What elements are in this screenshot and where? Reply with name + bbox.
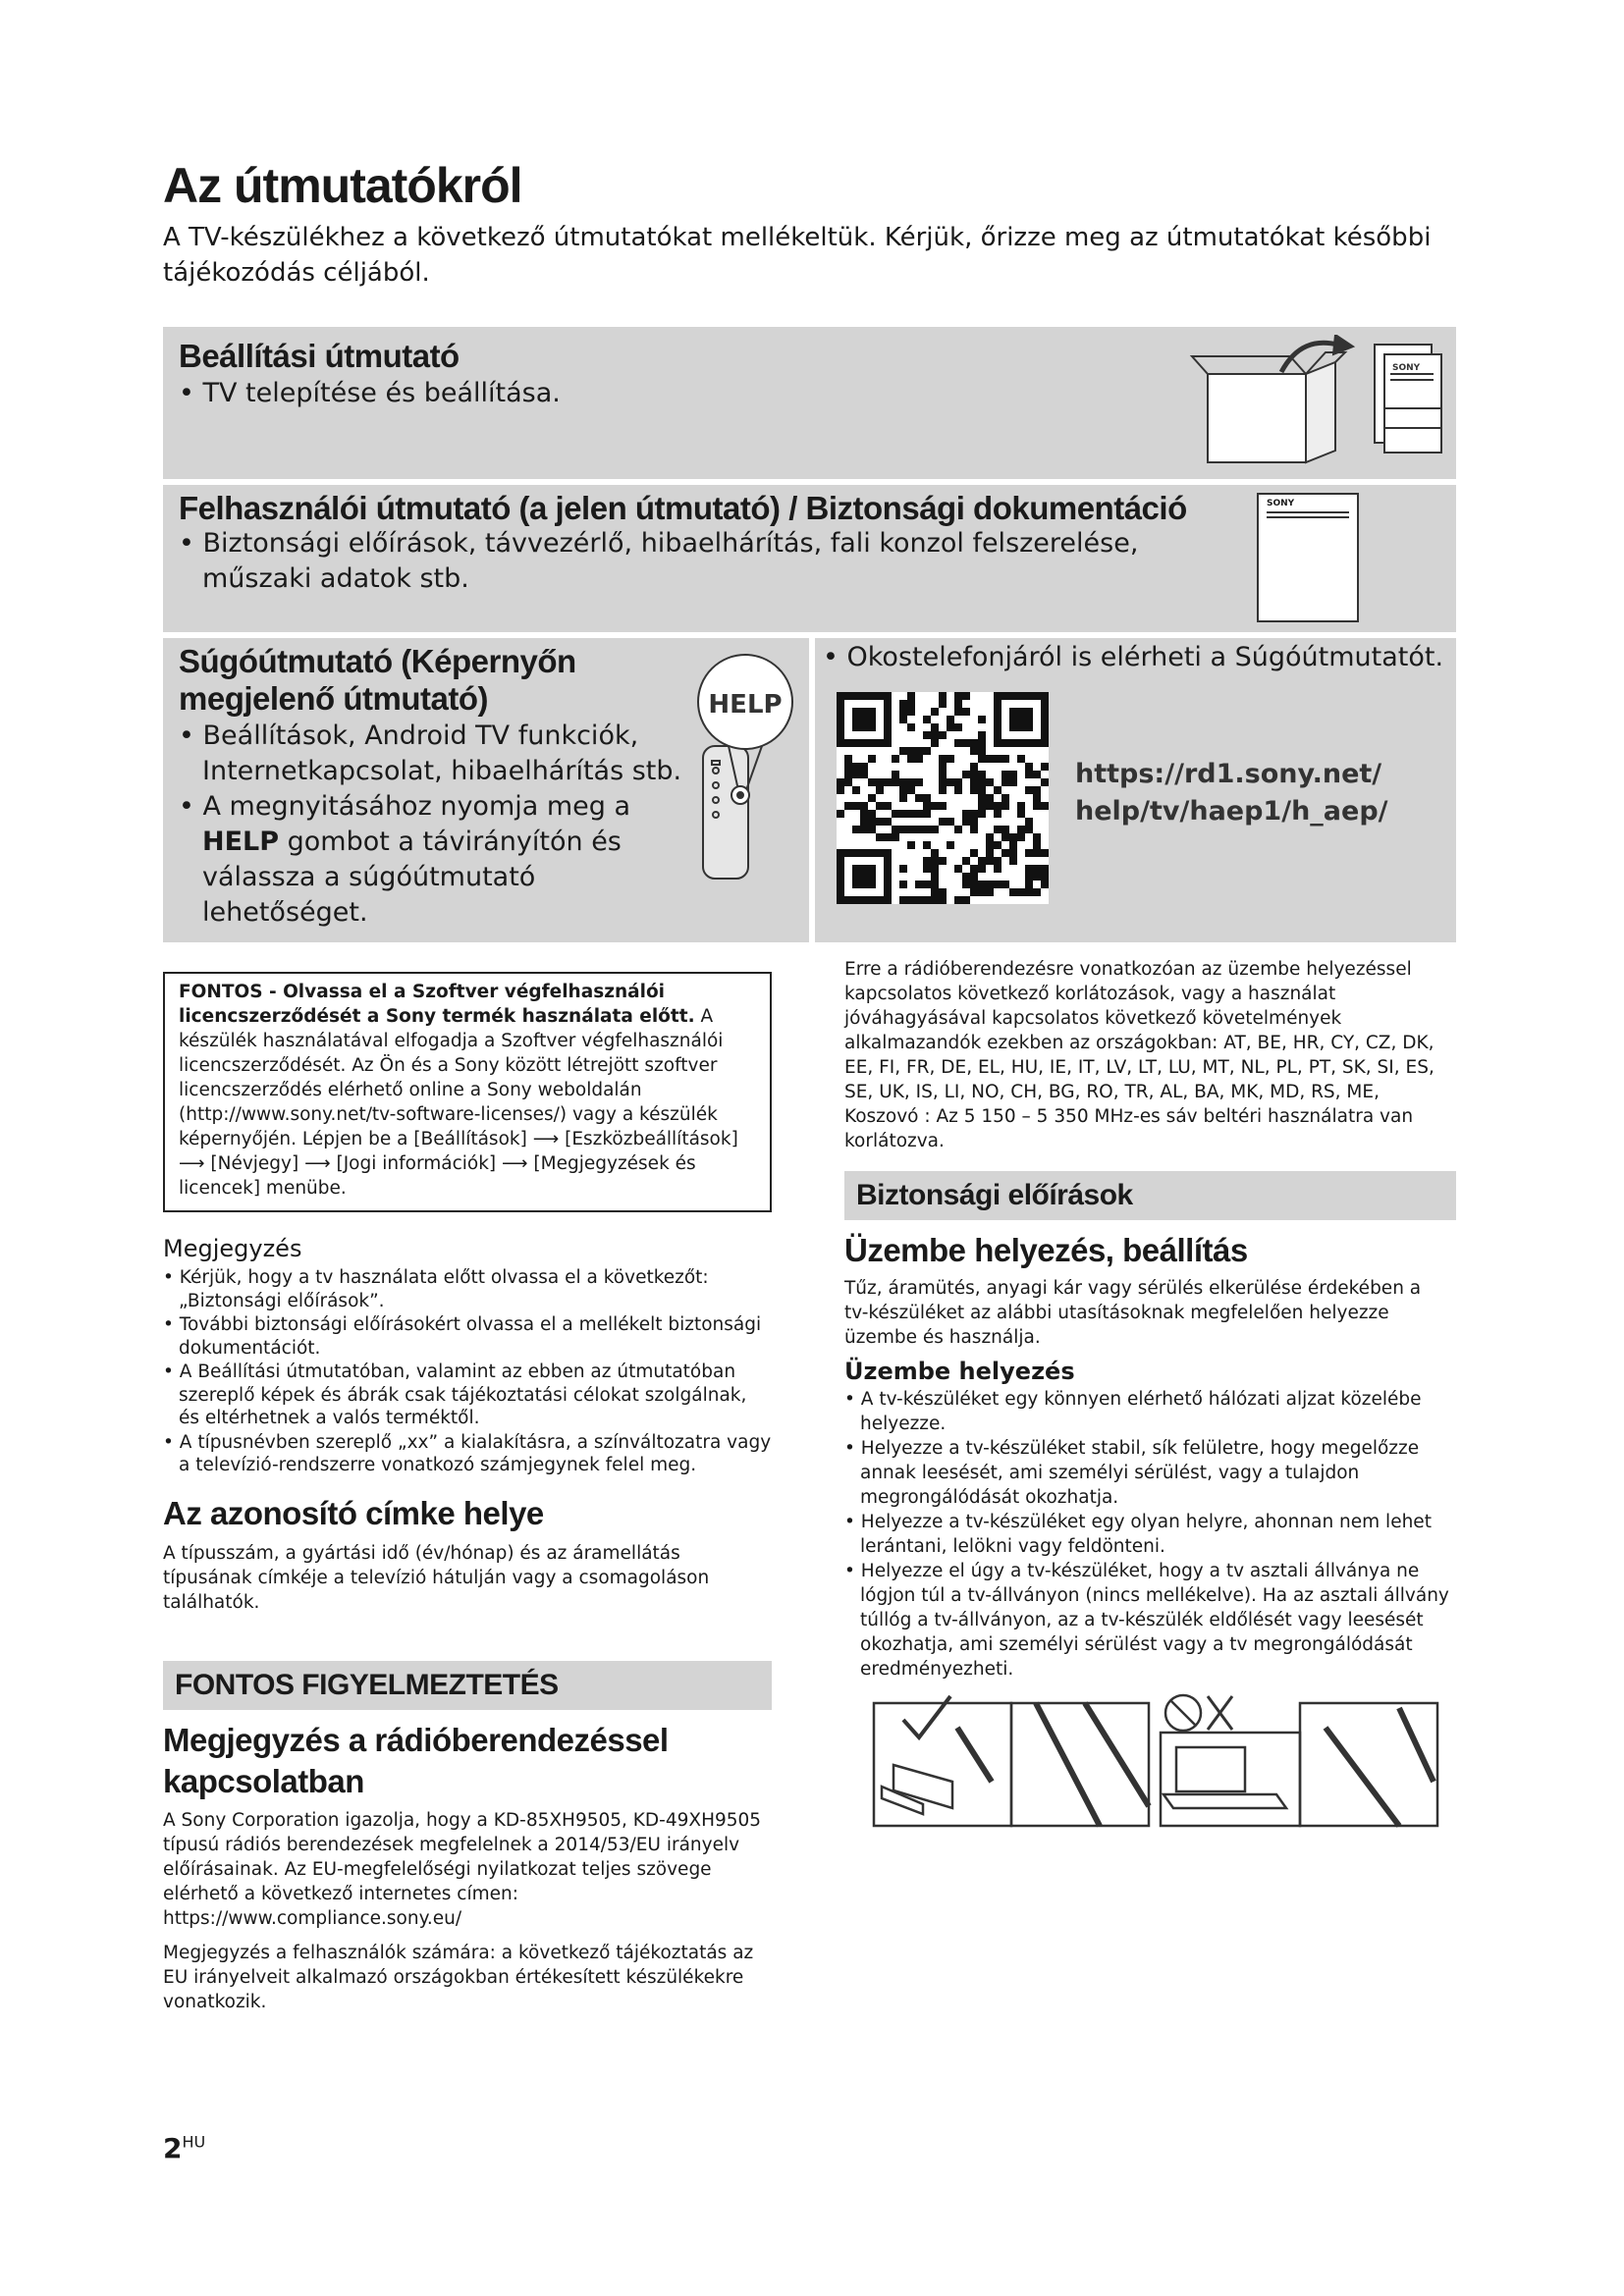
help-guide-heading-2: megjelenő útmutató) (179, 680, 489, 717)
help-bullet-bold: HELP (202, 827, 280, 857)
install-list (844, 1387, 1458, 1682)
help-guide-heading-1: Súgóútmutató (Képernyőn (179, 643, 576, 679)
help-url[interactable] (1075, 756, 1388, 830)
install-item: • A tv-készüléket egy könnyen elérhető hálózati aljzat közelébe helyezze. (844, 1389, 1422, 1434)
setup-doc-brand: SONY (1392, 363, 1421, 373)
notes-list (163, 1266, 772, 1478)
install-item: • Helyezze a tv-készüléket stabil, sík felületre, hogy megelőzze annak leesését, ami személyi sérülést, vagy a tulajdon megrongálódását okozhatja. (844, 1438, 1420, 1508)
smartphone-help-box (815, 638, 1456, 942)
license-bold-text: FONTOS - Olvassa el a Szoftver végfelhasználói licencszerződését a Sony termék használata előtt. (179, 982, 695, 1027)
intro-text: A TV-készülékhez a következő útmutatókat mellékeltük. Kérjük, őrizze meg az útmutatókat későbbi tájékozódás céljából. (163, 223, 1432, 288)
help-guide-bullet-2 (179, 789, 634, 931)
notes-heading: Megjegyzés (163, 1235, 302, 1262)
help-bullet-post: gombot a távirányítón és válassza a súgóútmutató lehetőséget. (202, 827, 622, 928)
safety-heading: Biztonsági előírások (856, 1179, 1133, 1211)
remote-help-button-illustration (691, 648, 799, 883)
note-item: • A típusnévben szereplő „xx” a kialakításra, a színváltozatra vagy a televízió-rendszerre vonatkozó számjegynek felel meg. (163, 1431, 772, 1475)
tv-placement-illustration (864, 1688, 1453, 1836)
user-guide-bullet: • Biztonsági előírások, távvezérlő, hibaelhárítás, fali konzol felszerelése, műszaki adatok stb. (179, 528, 1139, 594)
important-warning-bar (163, 1661, 772, 1710)
setup-guide-box (163, 327, 1456, 479)
page-number-value: 2 (163, 2132, 183, 2164)
install-subheading: Üzembe helyezés (844, 1358, 1075, 1385)
help-guide-bullet-1: • Beállítások, Android TV funkciók, Internetkapcsolat, hibaelhárítás stb. (179, 721, 682, 786)
help-button-label: HELP (708, 690, 783, 720)
user-guide-doc-icon (1257, 493, 1359, 622)
note-item: • Kérjük, hogy a tv használata előtt olvassa el a következőt: „Biztonsági előírások”. (163, 1267, 709, 1311)
radio-restrictions-text: Erre a rádióberendezésre vonatkozóan az üzembe helyezéssel kapcsolatos következő korlátozások, vagy a használat jóváhagyásával kapcsolatos következő követelmények alkalmazandók ezekben az országokban: AT, BE, HR, CY, CZ, DK, EE, FI, FR, DE, EL, HU, IE, IT, LV, LT, LU, MT, NL, PL, PT, SK, SI, ES, SE, UK, IS, LI, NO, CH, BG, RO, TR, AL, BA, MK, MD, RS, ME, Koszovó : Az 5 150 – 5 350 MHz-es sáv beltéri használatra van korlátozva. (844, 959, 1435, 1151)
user-guide-box (163, 485, 1456, 632)
help-url-line-1[interactable]: https://rd1.sony.net/ (1075, 759, 1382, 789)
radio-para-2: Megjegyzés a felhasználók számára: a következő tájékoztatás az EU irányelveit alkalmazó országokban értékesített készülékekre vonatkozik. (163, 1943, 754, 2012)
license-notice-box (163, 972, 772, 1212)
help-guide-box (163, 638, 809, 942)
install-intro-text: Tűz, áramütés, anyagi kár vagy sérülés elkerülése érdekében a tv-készüléket az alábbi utasításoknak megfelelően helyezze üzembe és használja. (844, 1278, 1422, 1348)
radio-note-text (163, 1808, 777, 2014)
user-guide-heading: Felhasználói útmutató (a jelen útmutató) / Biztonsági dokumentáció (179, 490, 1187, 526)
install-heading: Üzembe helyezés, beállítás (844, 1232, 1248, 1268)
qr-code[interactable] (837, 692, 1049, 904)
note-item: • A Beállítási útmutatóban, valamint az ebben az útmutatóban szereplő képek és ábrák csak tájékoztatási célokat szolgálnak, és eltérhetnek a valós terméktől. (163, 1362, 747, 1428)
help-url-line-2[interactable]: help/tv/haep1/h_aep/ (1075, 796, 1388, 827)
page-number (163, 2132, 205, 2164)
license-text: A készülék használatával elfogadja a Szoftver végfelhasználói licencszerződését. Az Ön és a Sony között létrejött szoftver licencszerződés elérhető online a Sony weboldalán (http://www.sony.net/tv-software-licenses/) vagy a készülék képernyőjén. Lépjen be a [Beállítások] ⟶ [Eszközbeállítások] ⟶ [Névjegy] ⟶ [Jogi információk] ⟶ [Megjegyzések és licencek] menübe. (179, 1006, 738, 1199)
smartphone-bullet: • Okostelefonjáról is elérheti a Súgóútmutatót. (823, 642, 1444, 672)
safety-bar (844, 1171, 1456, 1220)
help-bullet-pre: • A megnyitásához nyomja meg a (179, 791, 631, 822)
id-label-heading: Az azonosító címke helye (163, 1495, 544, 1531)
install-item: • Helyezze a tv-készüléket egy olyan helyre, ahonnan nem lehet lerántani, lelökni vagy feldönteni. (844, 1512, 1432, 1557)
setup-guide-bullet: • TV telepítése és beállítása. (179, 378, 561, 408)
radio-note-heading: Megjegyzés a rádióberendezéssel kapcsolatban (163, 1722, 669, 1799)
setup-guide-heading: Beállítási útmutató (179, 338, 460, 374)
box-and-guide-illustration (1188, 335, 1453, 472)
important-warning-heading: FONTOS FIGYELMEZTETÉS (175, 1669, 559, 1701)
user-doc-brand: SONY (1267, 499, 1295, 508)
page-language: HU (182, 2132, 206, 2152)
qr-code-frame (837, 692, 1049, 904)
page-title: Az útmutatókról (163, 158, 522, 213)
radio-para-1: A Sony Corporation igazolja, hogy a KD-85XH9505, KD-49XH9505 típusú rádiós berendezések megfelelnek a 2014/53/EU irányelv előírásainak. Az EU-megfelelőségi nyilatkozat teljes szövege elérhető a következő internetes címen: https://www.compliance.sony.eu/ (163, 1810, 762, 1929)
note-item: • További biztonsági előírásokért olvassa el a mellékelt biztonsági dokumentációt. (163, 1314, 762, 1359)
install-item: • Helyezze el úgy a tv-készüléket, hogy a tv asztali állványa ne lógjon túl a tv-állványon (nincs mellékelve). Ha az asztali állvány túllóg a tv-állványon, az a tv-készülék eldőlését vagy leesését okozhatja, ami személyi sérülést vagy a tv megrongálódását eredményezheti. (844, 1561, 1449, 1680)
id-label-text: A típusszám, a gyártási idő (év/hónap) és az áramellátás típusának címkéje a televízió hátulján vagy a csomagoláson találhatók. (163, 1543, 710, 1613)
